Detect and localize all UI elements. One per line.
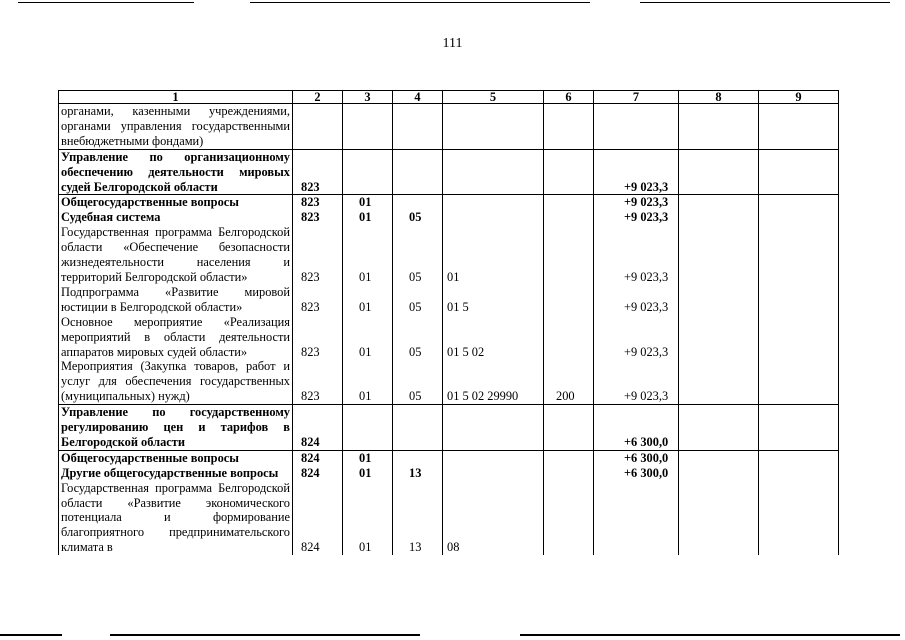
cell-col-7	[594, 104, 679, 150]
cell-col-5: 01 5 02 29990	[443, 359, 544, 404]
cell-col-8	[679, 466, 759, 481]
cell-col-2: 823	[293, 225, 343, 285]
cell-col-5	[443, 450, 544, 465]
cell-col-5	[443, 149, 544, 195]
cell-col-8	[679, 149, 759, 195]
row-name-cell: Государственная программа Белгородской области «Обеспечение безопасности жизнедеятельности населения и территорий Белгородской области»	[59, 225, 293, 285]
cell-col-2: 824	[293, 450, 343, 465]
cell-col-6: 200	[544, 359, 594, 404]
cell-col-8	[679, 195, 759, 210]
cell-col-4	[393, 149, 443, 195]
cell-col-9	[759, 210, 839, 225]
cell-col-3: 01	[343, 195, 393, 210]
column-header-8: 8	[679, 91, 759, 104]
cell-col-9	[759, 225, 839, 285]
row-name-cell: Судебная система	[59, 210, 293, 225]
cell-col-4: 05	[393, 359, 443, 404]
table-row	[59, 149, 839, 195]
cell-col-4	[393, 195, 443, 210]
cell-col-3: 01	[343, 285, 393, 315]
cell-col-8	[679, 405, 759, 451]
cell-col-5: 01 5 02	[443, 315, 544, 360]
row-name-cell: Мероприятия (Закупка товаров, работ и услуг для обеспечения государственных (муниципальных) нужд)	[59, 359, 293, 404]
cell-col-7: +9 023,3	[594, 210, 679, 225]
cell-col-9	[759, 315, 839, 360]
cell-col-2: 823	[293, 359, 343, 404]
cell-col-9	[759, 285, 839, 315]
cell-col-5	[443, 466, 544, 481]
cell-col-9	[759, 149, 839, 195]
table-row	[59, 210, 839, 225]
cell-col-3: 01	[343, 225, 393, 285]
cell-col-6	[544, 466, 594, 481]
cell-col-2	[293, 104, 343, 150]
row-name-cell: Государственная программа Белгородской области «Развитие экономического потенциала и формирование благоприятного предпринимательского климата в	[59, 481, 293, 556]
cell-col-5	[443, 195, 544, 210]
cell-col-6	[544, 285, 594, 315]
cell-col-4: 05	[393, 285, 443, 315]
row-name-cell: Общегосударственные вопросы	[59, 195, 293, 210]
cell-col-3: 01	[343, 315, 393, 360]
cell-col-3	[343, 405, 393, 451]
cell-col-3: 01	[343, 450, 393, 465]
cell-col-6	[544, 149, 594, 195]
table-row	[59, 104, 839, 150]
cell-col-3: 01	[343, 359, 393, 404]
page-number: 111	[442, 36, 463, 51]
cell-col-5: 01 5	[443, 285, 544, 315]
table-header-row	[59, 91, 839, 104]
cell-col-5: 08	[443, 481, 544, 556]
column-header-6: 6	[544, 91, 594, 104]
cell-col-8	[679, 315, 759, 360]
column-header-9: 9	[759, 91, 839, 104]
cell-col-6	[544, 481, 594, 556]
table-body	[59, 104, 839, 556]
cell-col-6	[544, 225, 594, 285]
table-row	[59, 466, 839, 481]
cell-col-7: +9 023,3	[594, 315, 679, 360]
cell-col-4: 05	[393, 225, 443, 285]
row-name-cell: Общегосударственные вопросы	[59, 450, 293, 465]
cell-col-9	[759, 481, 839, 556]
cell-col-4	[393, 405, 443, 451]
cell-col-3	[343, 149, 393, 195]
cell-col-9	[759, 450, 839, 465]
row-name-cell: Подпрограмма «Развитие мировой юстиции в Белгородской области»	[59, 285, 293, 315]
cell-col-7: +6 300,0	[594, 466, 679, 481]
column-header-2: 2	[293, 91, 343, 104]
cell-col-7: +6 300,0	[594, 450, 679, 465]
column-header-3: 3	[343, 91, 393, 104]
cell-col-7	[594, 481, 679, 556]
cell-col-3	[343, 104, 393, 150]
cell-col-2: 824	[293, 481, 343, 556]
row-name-cell: Основное мероприятие «Реализация мероприятий в области деятельности аппаратов мировых судей области»	[59, 315, 293, 360]
cell-col-6	[544, 195, 594, 210]
cell-col-4: 05	[393, 315, 443, 360]
table-row	[59, 285, 839, 315]
cell-col-4	[393, 104, 443, 150]
cell-col-7: +9 023,3	[594, 225, 679, 285]
cell-col-7: +9 023,3	[594, 285, 679, 315]
cell-col-4: 13	[393, 481, 443, 556]
cell-col-9	[759, 359, 839, 404]
cell-col-4: 05	[393, 210, 443, 225]
table-row	[59, 481, 839, 556]
column-header-4: 4	[393, 91, 443, 104]
top-rule-mid	[250, 2, 590, 3]
cell-col-3: 01	[343, 481, 393, 556]
cell-col-6	[544, 104, 594, 150]
cell-col-2: 824	[293, 466, 343, 481]
table-row	[59, 359, 839, 404]
bottom-rule-right	[520, 634, 900, 636]
cell-col-9	[759, 405, 839, 451]
table-row	[59, 225, 839, 285]
column-header-5: 5	[443, 91, 544, 104]
top-rule-left	[18, 2, 194, 3]
cell-col-2: 824	[293, 405, 343, 451]
top-rule-right	[640, 2, 890, 3]
cell-col-7: +9 023,3	[594, 359, 679, 404]
cell-col-8	[679, 450, 759, 465]
table-row	[59, 450, 839, 465]
budget-table	[58, 90, 839, 555]
cell-col-8	[679, 481, 759, 556]
table-row	[59, 195, 839, 210]
cell-col-6	[544, 405, 594, 451]
cell-col-7: +9 023,3	[594, 195, 679, 210]
cell-col-7: +9 023,3	[594, 149, 679, 195]
cell-col-5	[443, 104, 544, 150]
cell-col-9	[759, 104, 839, 150]
cell-col-2: 823	[293, 315, 343, 360]
cell-col-2: 823	[293, 195, 343, 210]
cell-col-8	[679, 104, 759, 150]
row-name-cell: Управление по государственному регулированию цен и тарифов в Белгородской области	[59, 405, 293, 451]
cell-col-8	[679, 225, 759, 285]
cell-col-3: 01	[343, 210, 393, 225]
table-row	[59, 405, 839, 451]
cell-col-4: 13	[393, 466, 443, 481]
cell-col-2: 823	[293, 149, 343, 195]
cell-col-3: 01	[343, 466, 393, 481]
cell-col-6	[544, 315, 594, 360]
cell-col-6	[544, 210, 594, 225]
cell-col-5: 01	[443, 225, 544, 285]
table-row	[59, 315, 839, 360]
cell-col-9	[759, 466, 839, 481]
column-header-7: 7	[594, 91, 679, 104]
cell-col-2: 823	[293, 210, 343, 225]
cell-col-2: 823	[293, 285, 343, 315]
cell-col-5	[443, 405, 544, 451]
cell-col-4	[393, 450, 443, 465]
row-name-cell: органами, казенными учреждениями, органами управления государственными внебюджетными фондами)	[59, 104, 293, 150]
column-header-1: 1	[59, 91, 293, 104]
cell-col-9	[759, 195, 839, 210]
row-name-cell: Другие общегосударственные вопросы	[59, 466, 293, 481]
cell-col-6	[544, 450, 594, 465]
cell-col-8	[679, 210, 759, 225]
cell-col-8	[679, 359, 759, 404]
row-name-cell: Управление по организационному обеспечению деятельности мировых судей Белгородской области	[59, 149, 293, 195]
bottom-rule-mid	[110, 634, 420, 636]
cell-col-5	[443, 210, 544, 225]
cell-col-8	[679, 285, 759, 315]
cell-col-7: +6 300,0	[594, 405, 679, 451]
bottom-rule-left	[0, 634, 62, 636]
